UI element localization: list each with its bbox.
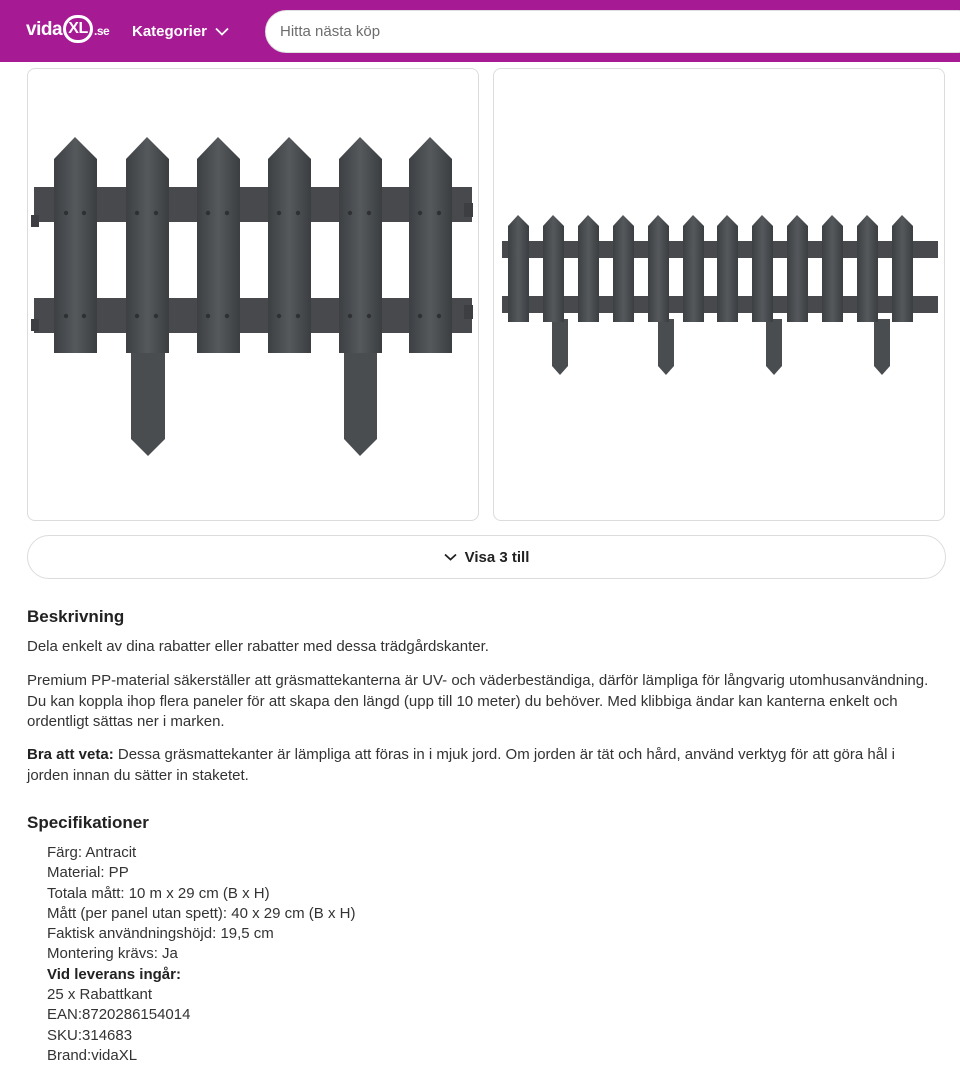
spec-item-assembly: Montering krävs: Ja bbox=[47, 945, 178, 963]
top-navigation-bar bbox=[0, 0, 960, 62]
description-heading: Beskrivning bbox=[27, 607, 125, 626]
spec-item-color: Färg: Antracit bbox=[47, 844, 137, 861]
search-box bbox=[265, 10, 960, 53]
spec-item-usage-height: Faktisk användningshöjd: 19,5 cm bbox=[47, 925, 274, 943]
spec-item-included-content: 25 x Rabattkant bbox=[47, 986, 153, 1004]
logo-text-tld: .se bbox=[94, 24, 110, 38]
search-input[interactable] bbox=[280, 11, 880, 52]
specifications-heading: Specifikationer bbox=[27, 813, 149, 832]
categories-menu-button[interactable] bbox=[132, 20, 229, 42]
show-more-label: Visa 3 till bbox=[464, 548, 530, 566]
spec-item-ean: EAN:8720286154014 bbox=[47, 1006, 191, 1024]
spec-item-brand: Brand:vidaXL bbox=[47, 1046, 138, 1064]
spec-item-sku: SKU:314683 bbox=[47, 1026, 133, 1044]
fence-closeup-image bbox=[28, 69, 479, 521]
product-image-2[interactable] bbox=[493, 68, 945, 521]
vidaxl-logo[interactable] bbox=[26, 14, 109, 46]
description-paragraph-1: Dela enkelt av dina rabatter eller rabatter med dessa trädgårdskanter. bbox=[27, 638, 489, 655]
spec-item-material: Material: PP bbox=[47, 864, 129, 882]
spec-item-included-heading: Vid leverans ingår: bbox=[47, 965, 181, 983]
description-paragraph-3 bbox=[27, 745, 932, 786]
spec-item-panel-dimensions: Mått (per panel utan spett): 40 x 29 cm (B x H) bbox=[47, 904, 356, 922]
specifications-list bbox=[47, 843, 927, 1066]
fence-wide-image bbox=[494, 69, 945, 521]
categories-label: Kategorier bbox=[132, 22, 208, 40]
spec-item-total-dimensions: Totala mått: 10 m x 29 cm (B x H) bbox=[47, 884, 270, 902]
chevron-down-icon bbox=[215, 27, 229, 36]
show-more-images-button[interactable] bbox=[27, 535, 946, 579]
logo-text-main: vida bbox=[26, 19, 63, 40]
chevron-down-icon bbox=[444, 553, 457, 561]
good-to-know-label: Bra att veta: bbox=[27, 746, 114, 763]
product-image-1[interactable] bbox=[27, 68, 479, 521]
good-to-know-text: Dessa gräsmattekanter är lämpliga att föras in i mjuk jord. Om jorden är tät och hård, använd verktyg för att göra hål i jorden innan du sätter in staketet. bbox=[27, 746, 895, 784]
logo-text-xl: XL bbox=[63, 15, 93, 43]
description-paragraph-2: Premium PP-material säkerställer att gräsmattekanterna är UV- och väderbeständiga, därför lämpliga för långvarig utomhusanvändning. Du kan koppla ihop flera paneler för att skapa den längd (upp till 10 meter) du behöver. Med klibbiga ändar kan kanterna enkelt och ordentligt sättas ner i marken. bbox=[27, 672, 929, 730]
